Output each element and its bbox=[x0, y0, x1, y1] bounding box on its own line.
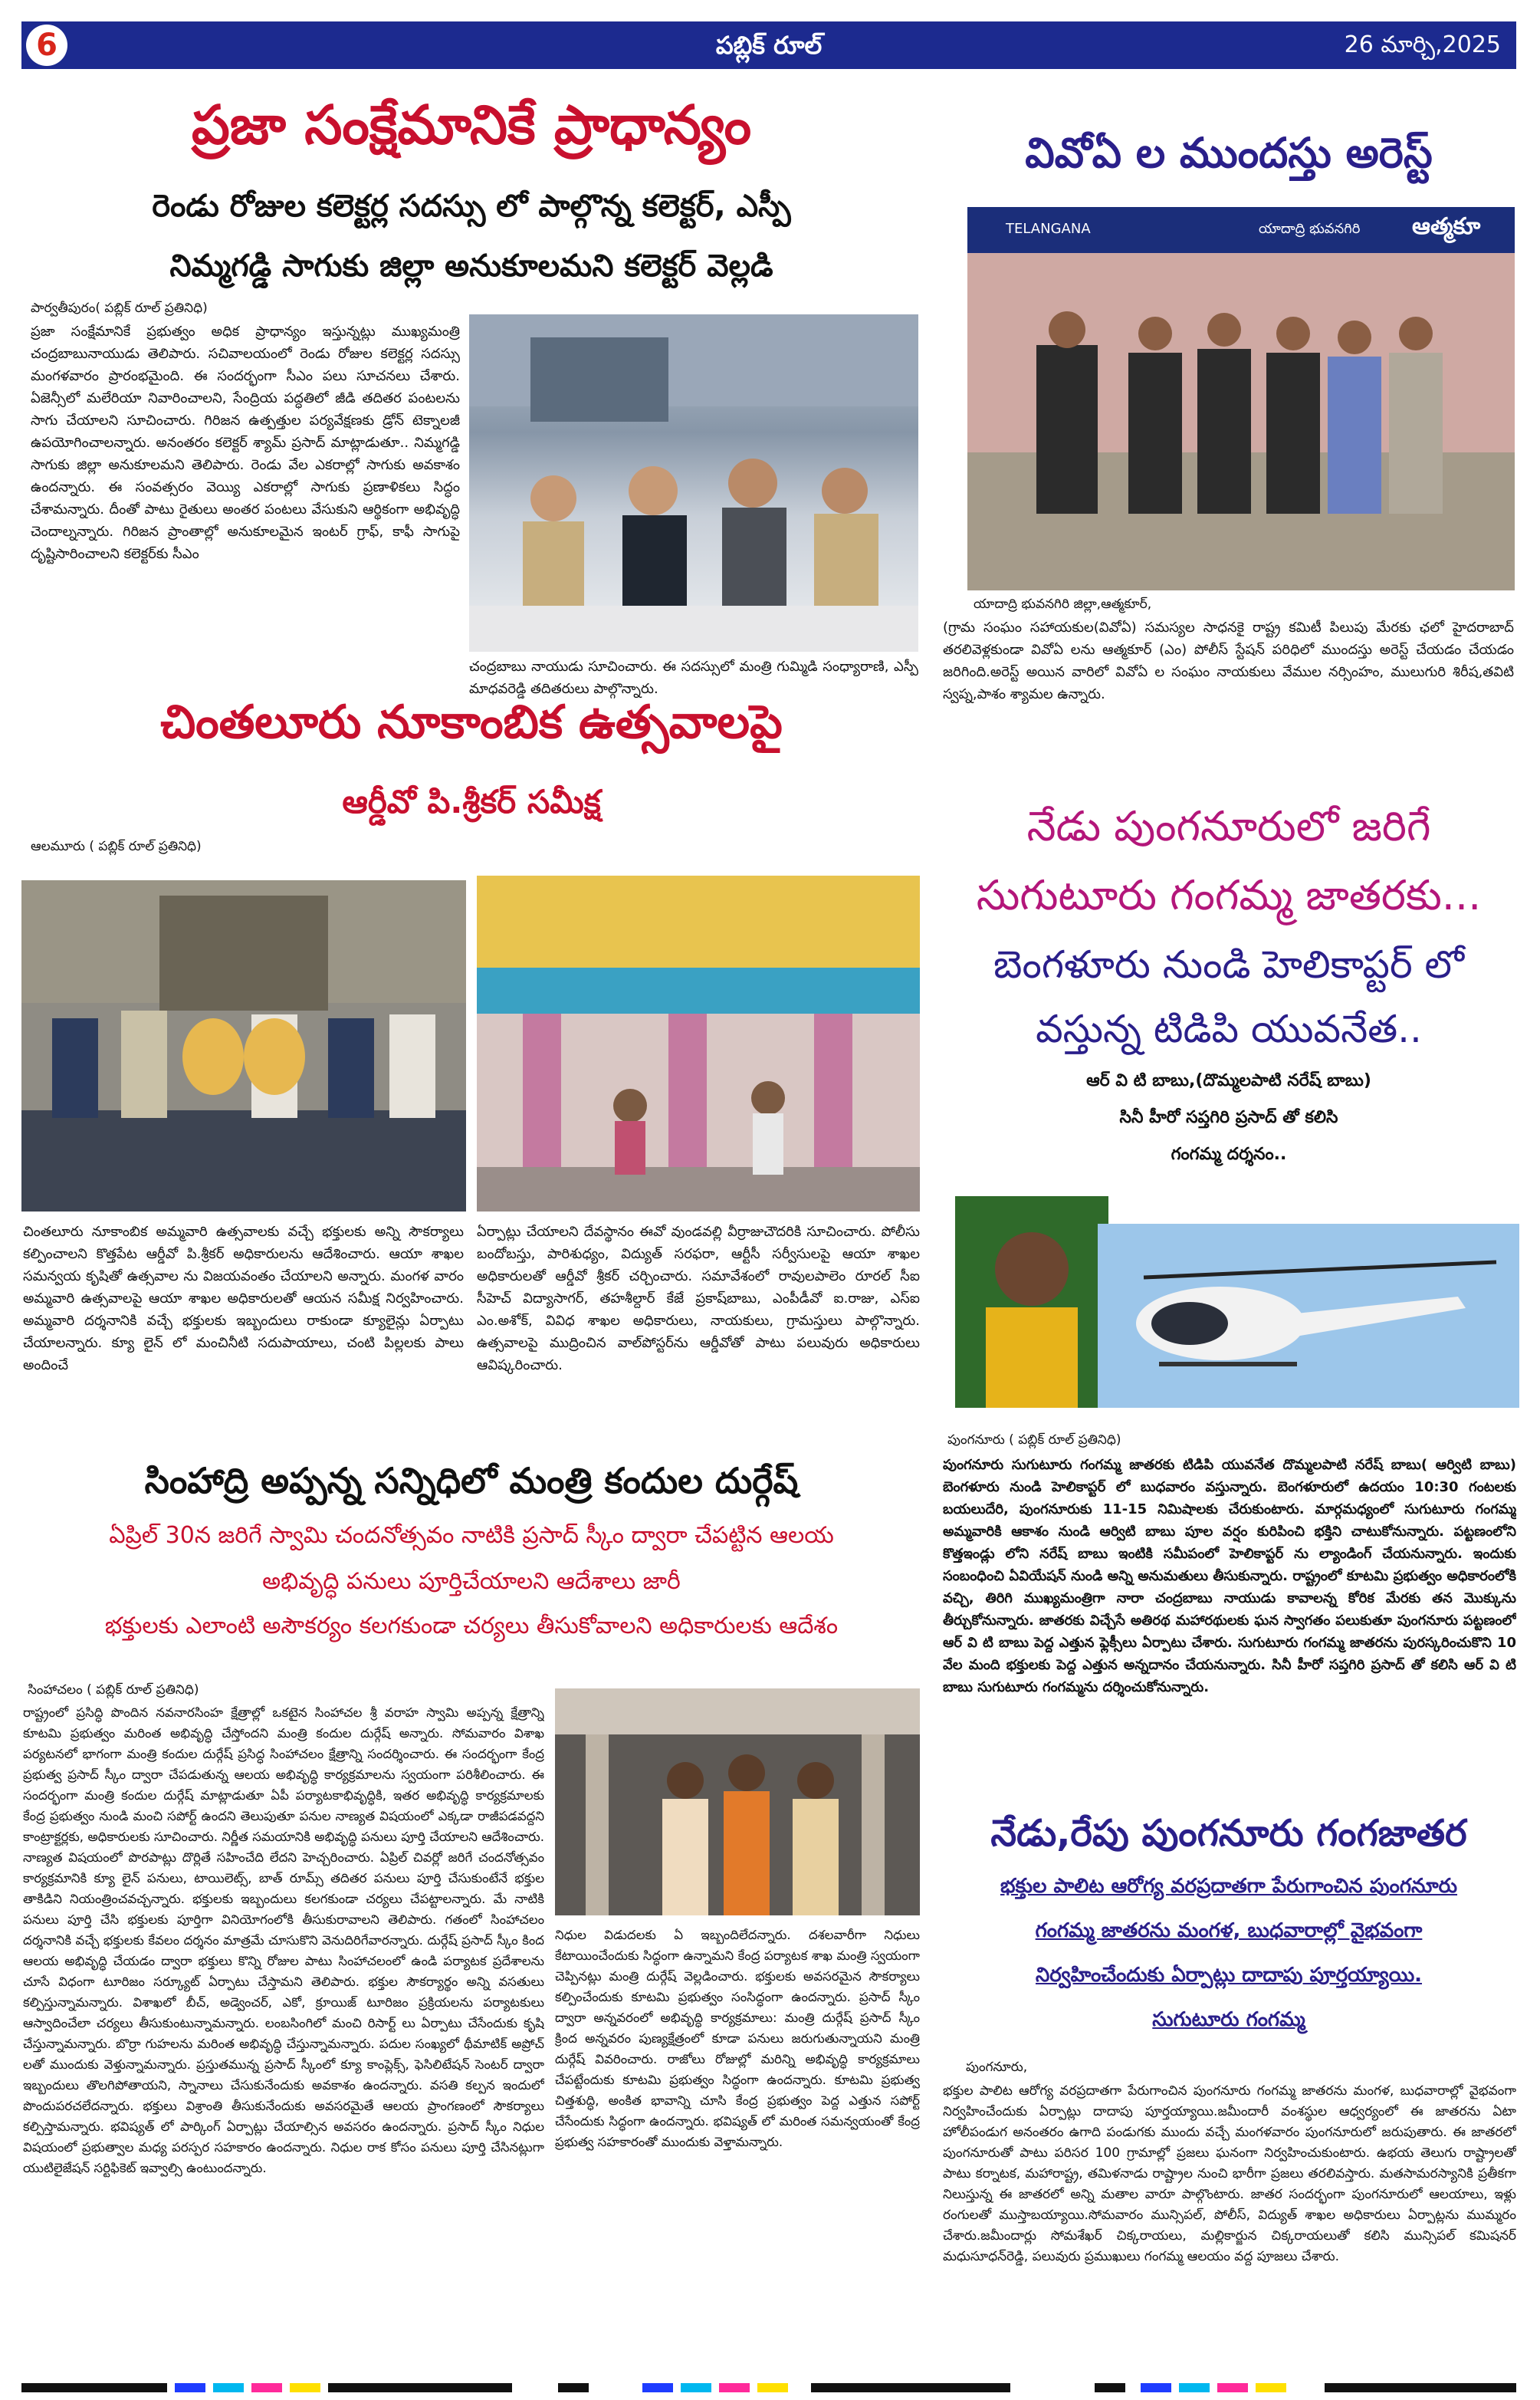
helicopter-photo bbox=[1098, 1224, 1519, 1408]
article6-subheadline-2: గంగమ్మ జాతరను మంగళ, బుధవారాల్లో వైభవంగా bbox=[1035, 1919, 1423, 1942]
vvoa-arrest-photo bbox=[967, 207, 1515, 590]
article1-subheadline-2: నిమ్మగడ్డి సాగుకు జిల్లా అనుకూలమని కలెక్టర్ వెల్లడి bbox=[169, 248, 773, 284]
article5-subheadline-2: అభివృద్ధి పనులు పూర్తిచేయాలని ఆదేశాలు జారీ bbox=[262, 1568, 681, 1595]
article1-dateline: పార్వతీపురం( పబ్లిక్ రూల్ ప్రతినిధి) bbox=[31, 301, 208, 316]
article5-body-col1: రాష్ట్రంలో ప్రసిద్ధి పొందిన నవనారసింహ క్షేత్రాల్లో ఒకటైన సింహాచల శ్రీ వరాహ స్వామి అప్పన్న క్షేత్రాన్ని కూటమి ప్రభుత్వం మరింత అభివృద్ధి చేస్తోందని మంత్రి కందుల దుర్గేష్ అన్నారు. సోమవారం విశాఖ పర్యటనలో భాగంగా మంత్రి కందుల దుర్గేష్ ప్రసిద్ధ సింహాచలం క్షేత్రాన్ని సందర్శించారు. ఈ సందర్భంగా కేంద్ర ప్రభుత్వ ప్రసాద్ స్కీం ద్వారా చేపడుతున్న ఆలయ అభివృద్ధి కార్యక్రమాలను స్వయంగా పరిశీలించారు. ఈ సందర్భంగా మంత్రి కందుల దుర్గేష్ మాట్లాడుతూ ఏపీ పర్యాటకాభివృద్ధికి, ఇతర అభివృద్ధి కార్యక్రమాలకు కేంద్ర ప్రభుత్వం నుండి మంచి సపోర్ట్ ఉందని తెలుపుతూ పనుల నాణ్యత విషయంలో ఎక్కడా రాజీపడవద్దని కాంట్రాక్టర్లకు, అధికారులకు సూచించారు. నిర్ణీత సమయానికి అభివృద్ధి పనులు పూర్తి చేయాలని ఆదేశించారు. నాణ్యత విషయంలో పొరపాట్లు దొర్లితే సహించేది లేదని హెచ్చరించారు. ఏప్రిల్ చివర్లో జరిగే చందనోత్సవం కార్యక్రమానికి క్యూ లైన్ పనులు, టాయిలెట్స్, బాత్ రూమ్స్ తదితర పనులు పూర్తి చేసుకుంటేనే భక్తుల తాకిడిని నియంత్రించవచ్చన్నారు. భక్తులకు ఇబ్బందులు కలగకుండా చర్యలు చేపట్టాలన్నారు. మే నాటికి పనులు పూర్తి చేసి భక్తులకు పూర్తిగా వినియోగంలోకి తీసుకురావాలని తెలిపారు. గతంలో సింహాచలం దర్శనానికి వచ్చే భక్తులకు కేవలం దర్శనం మాత్రమే చూసుకొని వెనుదిరిగేవారన్నారు. దుర్గేష్ ప్రసాద్ స్కీం కింద ఆలయ అభివృద్ధి చేయడం ద్వారా భక్తులు కొన్ని రోజుల పాటు సింహాచలంలో ఉండి పర్యాటక ప్రదేశాలను చూసే విధంగా టూరిజం సర్క్యూట్ ఏర్పాటు చేస్తామని తెలిపారు. భక్తుల సౌకర్యార్థం అన్ని వసతులు కల్పిస్తున్నామన్నారు. విశాఖలో బీచ్, అడ్వెంచర్, ఎకో, క్రూయిజ్ టూరిజం ప్రక్రియలను పర్యాటకులు ఆస్వాదించేలా చర్యలు తీసుకుంటున్నామన్నారు. లంబసింగిలో మంచి రిసార్ట్ లు ఏర్పాటు చేసేందుకు కృషి చేస్తున్నామన్నారు. బొర్రా గుహలను మరింత అభివృద్ధి చేస్తున్నామన్నారు. పదుల సంఖ్యలో థీమాటిక్ అప్రోచ్ లతో ముందుకు వెళ్తున్నామన్నారు. ప్రస్తుతమున్న ప్రసాద్ స్కీంలో క్యూ కాంప్లెక్స్, ఫెసిలిటేషన్ సెంటర్ ద్వారా ఇబ్బందులు తొలగిపోతాయని, స్నానాలు చేసుకునేందుకు అవకాశం ఉందన్నారు. వసతి కల్పన ఇందులో పొందుపరచలేదన్నారు. భక్తులు విశ్రాంతి తీసుకునేందుకు అవసరమైతే ఆలయ ప్రాంగణంలో సౌకర్యాలు కల్పిస్తామన్నారు. భవిష్యత్ లో పార్కింగ్ ఏర్పాట్లు చేయాల్సిన అవసరం ఉందన్నారు. ప్రసాద్ స్కీం నిధుల విషయంలో ప్రభుత్వాల మధ్య పరస్పర సహకారం ఉందన్నారు. నిధుల రాక కోసం పనులు పూర్తి చేసినట్లుగా యుటిలైజేషన్ సర్టిఫికెట్ ఇవ్వాల్సి ఉంటుందన్నారు. bbox=[23, 1705, 544, 2175]
article5-headline: సింహాద్రి అప్పన్న సన్నిధిలో మంత్రి కందుల దుర్గేష్ bbox=[144, 1460, 799, 1501]
article3-dateline: ఆలమూరు ( పబ్లిక్ రూల్ ప్రతినిధి) bbox=[31, 839, 202, 854]
article5-subheadline-1: ఏప్రిల్ 30న జరిగే స్వామి చందనోత్సవం నాటికి ప్రసాద్ స్కీం ద్వారా చేపట్టిన ఆలయ bbox=[109, 1522, 834, 1549]
article3-headline: చింతలూరు నూకాంబిక ఉత్సవాలపై bbox=[160, 695, 783, 749]
article5-body-col2: నిధుల విడుదలకు ఏ ఇబ్బందిలేదన్నారు. దశలవారీగా నిధులు కేటాయించేందుకు సిద్ధంగా ఉన్నామని కేంద్ర పర్యాటక శాఖ మంత్రి స్వయంగా చెప్పినట్లు మంత్రి దుర్గేష్ వెల్లడించారు. భక్తులకు అవసరమైన సౌకర్యాలు కల్పించేందుకు కూటమి ప్రభుత్వం సంసిద్ధంగా ఉందన్నారు. ప్రసాద్ స్కీం ద్వారా అన్నవరంలో అభివృద్ధి కార్యక్రమాలు: మంత్రి దుర్గేష్ ప్రసాద్ స్కీం క్రింద అన్నవరం పుణ్యక్షేత్రంలో కూడా పనులు జరుగుతున్నాయని మంత్రి దుర్గేష్ వివరించారు. రాజోలు రోజుల్లో మరిన్ని అభివృద్ధి కార్యక్రమాలు చేపట్టేందుకు కూటమి ప్రభుత్వం సిద్ధంగా ఉందన్నారు. కూటమి ప్రభుత్వ చిత్తశుద్ధి, అంకిత భావాన్ని చూసి కేంద్ర ప్రభుత్వం పెద్ద ఎత్తున సపోర్ట్ చేసేందుకు సిద్ధంగా ఉందన్నారు. భవిష్యత్ లో మరింత సమన్వయంతో కేంద్ర ప్రభుత్వ సహకారంతో ముందుకు వెళ్తామన్నారు. bbox=[555, 1928, 920, 2149]
article3-subheadline: ఆర్డీవో పి.శ్రీకర్ సమీక్ష bbox=[342, 783, 601, 820]
article4-headline-4: వస్తున్న టిడిపి యువనేత.. bbox=[1036, 1007, 1422, 1051]
article4-headline-3: బెంగళూరు నుండి హెలికాప్టర్ లో bbox=[993, 942, 1464, 987]
masthead bbox=[21, 21, 1516, 69]
article4-subheadline-3: గంగమ్మ దర్శనం.. bbox=[1171, 1145, 1287, 1164]
article4-headline-1: నేడు పుంగనూరులో జరిగే bbox=[1026, 802, 1431, 850]
article6-subheadline-3: నిర్వహించేందుకు ఏర్పాట్లు దాదాపు పూర్తయ్యాయి. bbox=[1035, 1964, 1423, 1987]
article1-body: ప్రజా సంక్షేమానికే ప్రభుత్వం అధిక ప్రాధాన్యం ఇస్తున్నట్లు ముఖ్యమంత్రి చంద్రబాబునాయుడు తెలిపారు. సచివాలయంలో రెండు రోజుల కలెక్టర్ల సదస్సు మంగళవారం ప్రారంభమైంది. ఈ సందర్భంగా సీఎం పలు సూచనలు చేశారు. ఏజెన్సీలో మలేరియా నివారించాలని, సేంద్రియ పద్ధతిలో జీడి తదితర పంటలను సాగు చేయాలని సూచించారు. గిరిజన ఉత్పత్తుల పర్యవేక్షణకు డ్రోన్ టెక్నాలజీ ఉపయోగించాలన్నారు. అనంతరం కలెక్టర్ శ్యామ్ ప్రసాద్ మాట్లాడుతూ.. నిమ్మగడ్డి సాగుకు జిల్లా అనుకూలమని తెలిపారు. రెండు వేల ఎకరాల్లో సాగుకు అవకాశం ఉందన్నారు. ఈ సంవత్సరం వెయ్యి ఎకరాల్లో సాగుకు ప్రణాళికలు సిద్ధం చేశామన్నారు. దీంతో పాటు రైతులు అంతర పంటలు వేసుకుని ఆర్థికంగా అభివృద్ధి చెందాల్నన్నారు. గిరిజన ప్రాంతాల్లో అనుకూలమైన ఇంటర్ గ్రాఫ్, కాఫీ సాగుపై దృష్టిసారించాలని కలెక్టర్‌కు సీఎం bbox=[31, 324, 460, 562]
rdo-review-photo bbox=[21, 880, 466, 1212]
article6-headline: నేడు,రేపు పుంగనూరు గంగజాతర bbox=[990, 1812, 1467, 1855]
article2-headline: వివోఏ ల ముందస్తు అరెస్ట్ bbox=[1025, 129, 1433, 177]
article2-dateline: యాదాద్రి భువనగిరి జిల్లా,ఆత్మకూర్, bbox=[974, 597, 1152, 612]
article6-subheadline-1: భక్తుల పాలిట ఆరోగ్య వరప్రదాతగా పేరుగాంచిన పుంగనూరు bbox=[1000, 1875, 1458, 1898]
station-sign-district: యాదాద్రి భువనగిరి bbox=[1259, 221, 1361, 237]
article4-subheadline-2: సినీ హీరో సప్తగిరి ప్రసాద్ తో కలిసి bbox=[1119, 1108, 1338, 1127]
minister-temple-visit-photo bbox=[555, 1688, 920, 1915]
article6-subheadline-4: సుగుటూరు గంగమ్మ bbox=[1152, 2008, 1305, 2031]
leader-portrait-photo bbox=[955, 1196, 1108, 1408]
article2-body: (గ్రామ సంఘం సహాయకుల(వివోఏ) సమస్యల సాధనకై రాష్ట్ర కమిటీ పిలుపు మేరకు ఛలో హైదరాబాద్ తరలివెళ్లకుండా వివోఏ లను ఆత్మకూర్ (ఎం) పోలీస్ స్టేషన్ పరిధిలో ముందస్తు అరెస్ట్ చేయడం చేయడం జరిగింది.అరెస్ట్ అయిన వారిలో వివోఏ ల సంఘం నాయకులు వేముల నర్సింహం, ములుగురి శిరీష,తవిటి స్వప్న,పాశం శ్యామల ఉన్నారు. bbox=[943, 620, 1514, 702]
page-number: 6 bbox=[26, 25, 67, 66]
article5-dateline: సింహాచలం ( పబ్లిక్ రూల్ ప్రతినిధి) bbox=[28, 1682, 199, 1698]
article4-headline-2: సుగుటూరు గంగమ్మ జాతరకు... bbox=[976, 871, 1482, 919]
article3-body-col1: చింతలూరు నూకాంబిక అమ్మవారి ఉత్సవాలకు వచ్చే భక్తులకు అన్ని సౌకర్యాలు కల్పించాలని కొత్తపేట ఆర్డీవో పి.శ్రీకర్ అధికారులను ఆదేశించారు. ఆయా శాఖల సమన్వయ కృషితో ఉత్సవాల ను విజయవంతం చేయాలని అన్నారు. మంగళ వారం అమ్మవారి ఉత్సవాలపై ఆయా శాఖల అధికారులతో ఆయన సమీక్ష నిర్వహించారు. అమ్మవారి దర్శనానికి వచ్చే భక్తులకు ఇబ్బందులు రాకుండా క్యూలైన్లు ఏర్పాటు చేయాలన్నారు. క్యూ లైన్ లో మంచినీటి సదుపాయాలు, చంటి పిల్లలకు పాలు అందించే bbox=[23, 1224, 464, 1373]
footer-strip bbox=[21, 2383, 1516, 2392]
newspaper-title: పబ్లిక్ రూల్ bbox=[715, 31, 823, 60]
collectors-conference-photo bbox=[469, 314, 918, 652]
article6-body: భక్తుల పాలిట ఆరోగ్య వరప్రదాతగా పేరుగాంచిన పుంగనూరు గంగమ్మ జాతరను మంగళ, బుధవారాల్లో వైభవంగా నిర్వహించేందుకు ఏర్పాట్లు దాదాపు పూర్తయ్యాయి.జమీందారీ వంశస్థుల ఆధ్వర్యంలో ఈ జాతరను ఏటా హోలీపండుగ అనంతరం ఉగాది పండుగకు ముందు వచ్చే మంగళవారం పుంగనూరులో జరుపుతారు. ఈ జాతరలో పుంగనూరుతో పాటు పరిసర 100 గ్రామాల్లో ప్రజలు ఘనంగా నిర్వహించుకుంటారు. ఉభయ తెలుగు రాష్ట్రాలతో పాటు కర్నాటక, మహారాష్ట్ర, తమిళనాడు రాష్ట్రాల నుంచి భారీగా ప్రజలు తరలివస్తారు. మతసామరస్యానికి ప్రతీకగా నిలుస్తున్న ఈ జాతరలో అన్ని మతాల వారూ పాల్గొంటారు. జాతర సందర్భంగా పుంగనూరులో ఆలయాలు, ఇళ్లు రంగులతో ముస్తాబయ్యాయి.సోమవారం మున్సిపల్, పోలీస్, విద్యుత్ శాఖల అధికారులు ఏర్పాట్లను ముమ్మరం చేశారు.జమీందార్లు సోమశేఖర్ చిక్కరాయలు, మల్లికార్జున చిక్కరాయలుతో కలిసి మున్సిపల్ కమిషనర్ మధుసూధన్‌రెడ్డి, పలువురు ప్రముఖులు గంగమ్మ ఆలయం వద్ద పూజలు చేశారు. bbox=[943, 2083, 1516, 2264]
temple-interior-photo bbox=[477, 876, 920, 1212]
issue-date: 26 మార్చి,2025 bbox=[1344, 31, 1501, 58]
article5-subheadline-3: భక్తులకు ఎలాంటి అసౌకర్యం కలగకుండా చర్యలు తీసుకోవాలని అధికారులకు ఆదేశం bbox=[104, 1613, 839, 1639]
article4-subheadline-1: ఆర్ వి టి బాబు,(దొమ్మలపాటి నరేష్ బాబు) bbox=[1086, 1071, 1371, 1090]
article4-dateline: పుంగనూరు ( పబ్లిక్ రూల్ ప్రతినిధి) bbox=[947, 1432, 1121, 1448]
station-sign-telangana: TELANGANA bbox=[1006, 221, 1091, 237]
station-sign-town: ఆత్మకూ bbox=[1412, 213, 1481, 240]
article1-body-continued: చంద్రబాబు నాయుడు సూచించారు. ఈ సదస్సులో మంత్రి గుమ్మిడి సంధ్యారాణి, ఎస్పీ మాధవరెడ్డి తదితరులు పాల్గొన్నారు. bbox=[469, 659, 918, 697]
article4-body: పుంగనూరు సుగుటూరు గంగమ్మ జాతరకు టిడిపి యువనేత దొమ్మలపాటి నరేష్ బాబు( ఆర్విటి బాబు) బెంగళూరు నుండి హెలికాప్టర్ లో బుధవారం వస్తున్నారు. బెంగళూరులో ఉదయం 10:30 గంటలకు బయలుదేరి, పుంగనూరుకు 11-15 నిమిషాలకు చేరుకుంటారు. మార్గమధ్యంలో సుగుటూరు గంగమ్మ అమ్మవారికి ఆకాశం నుండి ఆర్విటి బాబు పూల వర్షం కురిపించి భక్తిని చాటుకోనున్నారు. పట్టణంలోని కొత్తఇండ్లు లోని నరేష్ బాబు ఇంటికి సమీపంలో హెలికాప్టర్ ను ల్యాండింగ్ చేయనున్నారు. ఇందుకు సంబంధించి ఏవియేషన్ నుండి అన్ని అనుమతులు తీసుకున్నారు. రాష్ట్రంలో కూటమి ప్రభుత్వం అధికారంలోకి వచ్చి, తిరిగి ముఖ్యమంత్రిగా నారా చంద్రబాబు నాయుడు కావాలన్న కోరిక మేరకు తన మొక్కును తీర్చుకోనున్నారు. జాతరకు విచ్చేసే అతిరథ మహారథులకు ఘన స్వాగతం పలుకుతూ పుంగనూరు పట్టణంలో ఆర్ వి టి బాబు పెద్ద ఎత్తున ఫ్లెక్సీలు ఏర్పాటు చేశారు. సుగుటూరు గంగమ్మ జాతరను పురస్కరించుకొని 10 వేల మంది భక్తులకు పెద్ద ఎత్తున అన్నదానం చేయనున్నారు. సినీ హీరో సప్తగిరి ప్రసాద్ తో కలిసి ఆర్ వి టి బాబు సుగుటూరు గంగమ్మను దర్శించుకోనున్నారు. bbox=[943, 1457, 1516, 1695]
article1-headline: ప్రజా సంక్షేమానికే ప్రాధాన్యం bbox=[191, 94, 752, 156]
article6-dateline: పుంగనూరు, bbox=[966, 2060, 1028, 2075]
article1-subheadline-1: రెండు రోజుల కలెక్టర్ల సదస్సు లో పాల్గొన్న కలెక్టర్, ఎస్పీ bbox=[152, 189, 791, 224]
article3-body-col2: ఏర్పాట్లు చేయాలని దేవస్థానం ఈవో వుండవల్లి వీర్రాజుచౌదరికి సూచించారు. పోలీసు బందోబస్తు, పారిశుధ్యం, విద్యుత్ సరఫరా, ఆర్టీసీ సర్వీసులపై ఆయా శాఖల అధికారులతో ఆర్డీవో శ్రీకర్ చర్చించారు. సమావేశంలో రావులపాలెం రూరల్ సీఐ సీహెచ్ విద్యాసాగర్, తహశీల్దార్ కేజే ప్రకాష్‌బాబు, ఎంపీడీవో ఐ.రాజు, ఎస్ఐ ఎం.అశోక్, వివిధ శాఖల అధికారులు, నాయకులు, గ్రామస్తులు పాల్గొన్నారు. ఉత్సవాలపై ముద్రించిన వాల్‌పోస్టర్‌ను ఆర్డీవోతో పాటు పలువురు అధికారులు ఆవిష్కరించారు. bbox=[477, 1224, 920, 1373]
